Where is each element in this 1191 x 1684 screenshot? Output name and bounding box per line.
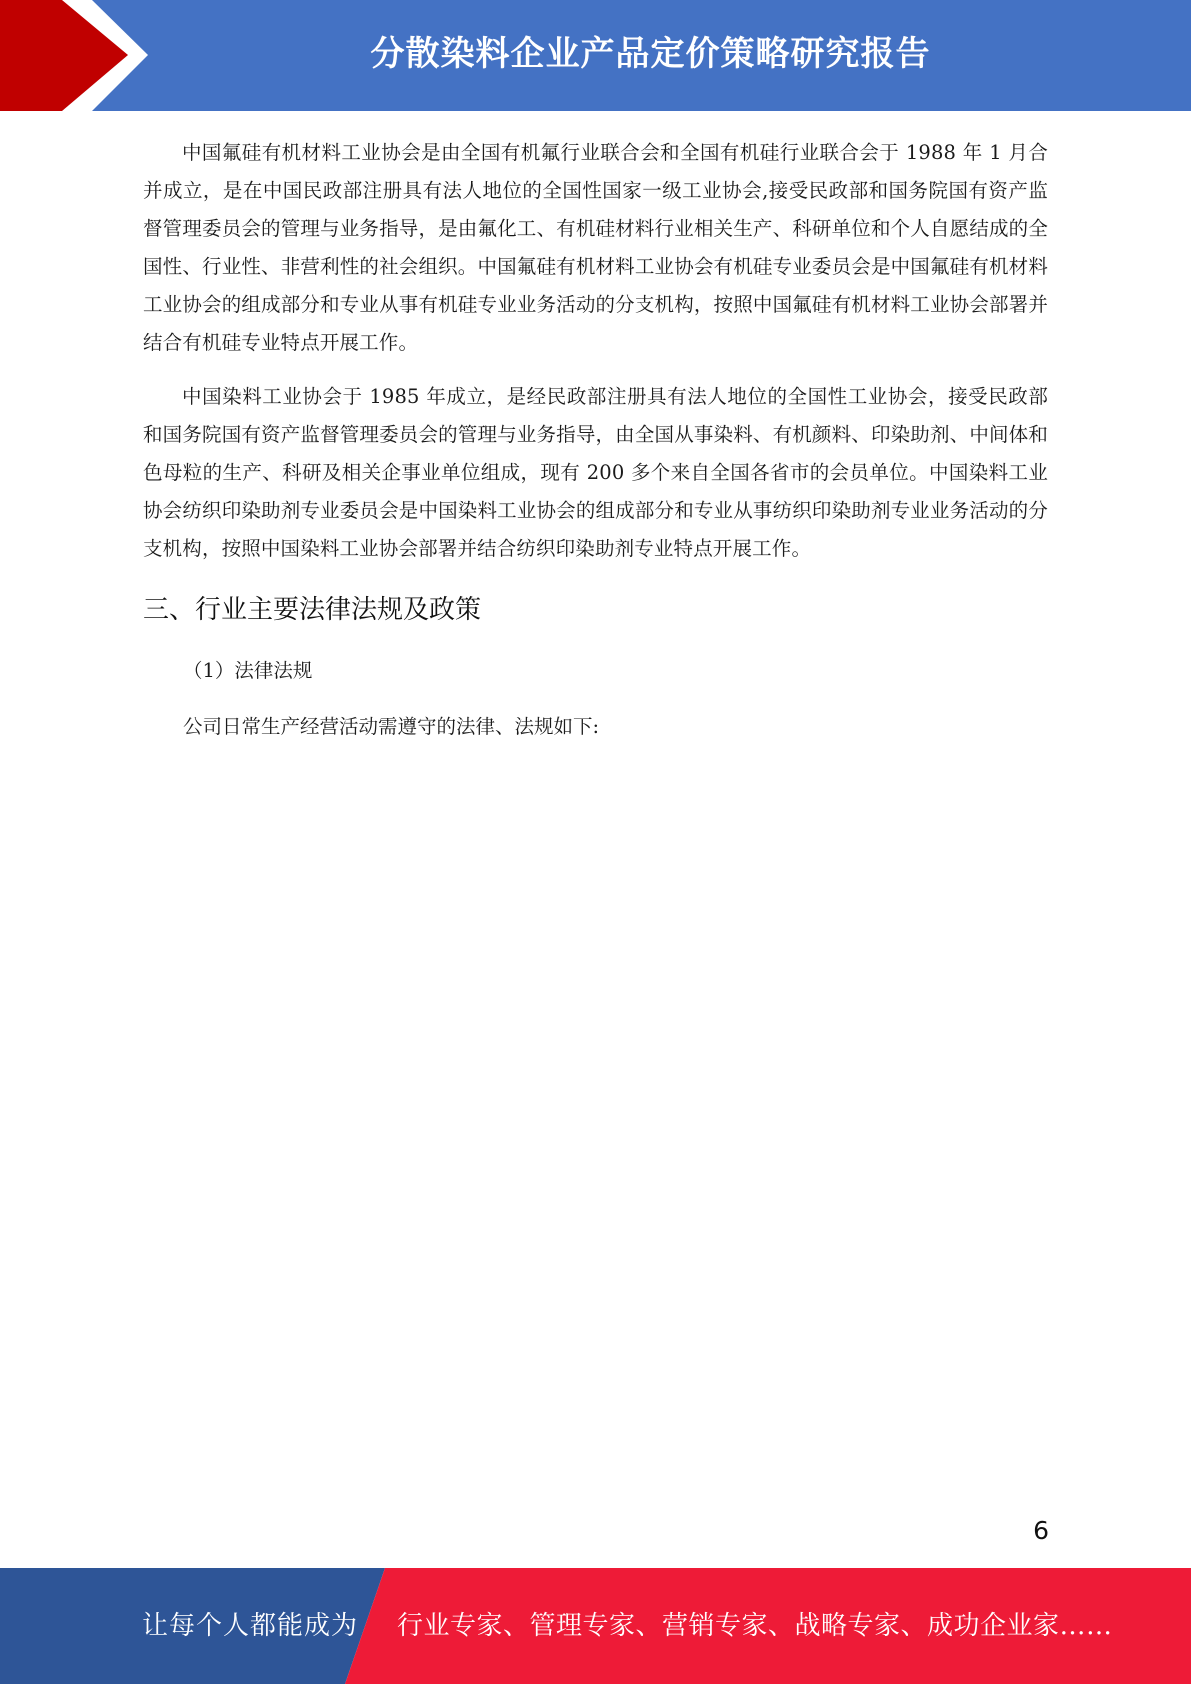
red-chevron-decoration <box>0 0 160 111</box>
paragraph-fluorosilicone-association: 中国氟硅有机材料工业协会是由全国有机氟行业联合会和全国有机硅行业联合会于 1988 年 1 月合并成立，是在中国民政部注册具有法人地位的全国性国家一级工业协会,接受民政部和国务院国有资产监督管理委员会的管理与业务指导，是由氟化工、有机硅材料行业相关生产、科研单位和个人自愿结成的全国性、行业性、非营利性的社会组织。中国氟硅有机材料工业协会有机硅专业委员会是中国氟硅有机材料工业协会的组成部分和专业从事有机硅专业业务活动的分支机构，按照中国氟硅有机材料工业协会部署并结合有机硅专业特点开展工作。 <box>143 141 1048 354</box>
footer-slogan-left: 让每个人都能成为 <box>142 1611 359 1641</box>
page-number: 6 <box>1033 1516 1049 1545</box>
page-header <box>0 0 1191 111</box>
laws-intro-text: 公司日常生产经营活动需遵守的法律、法规如下: <box>183 715 600 738</box>
report-title: 分散染料企业产品定价策略研究报告 <box>370 34 931 74</box>
paragraph-dye-association: 中国染料工业协会于 1985 年成立，是经民政部注册具有法人地位的全国性工业协会，接受民政部和国务院国有资产监督管理委员会的管理与业务指导，由全国从事染料、有机颜料、印染助剂、中间体和色母粒的生产、科研及相关企事业单位组成，现有 200 多个来自全国各省市的会员单位。中国染料工业协会纺织印染助剂专业委员会是中国染料工业协会的组成部分和专业从事纺织印染助剂专业业务活动的分支机构，按照中国染料工业协会部署并结合纺织印染助剂专业特点开展工作。 <box>143 385 1048 560</box>
document-body <box>143 134 1048 746</box>
section-heading: 三、行业主要法律法规及政策 <box>143 595 482 625</box>
page-footer <box>0 1568 1191 1684</box>
footer-slogan-right: 行业专家、管理专家、营销专家、战略专家、成功企业家…… <box>397 1611 1113 1641</box>
sub-heading-laws: （1）法律法规 <box>183 659 313 682</box>
